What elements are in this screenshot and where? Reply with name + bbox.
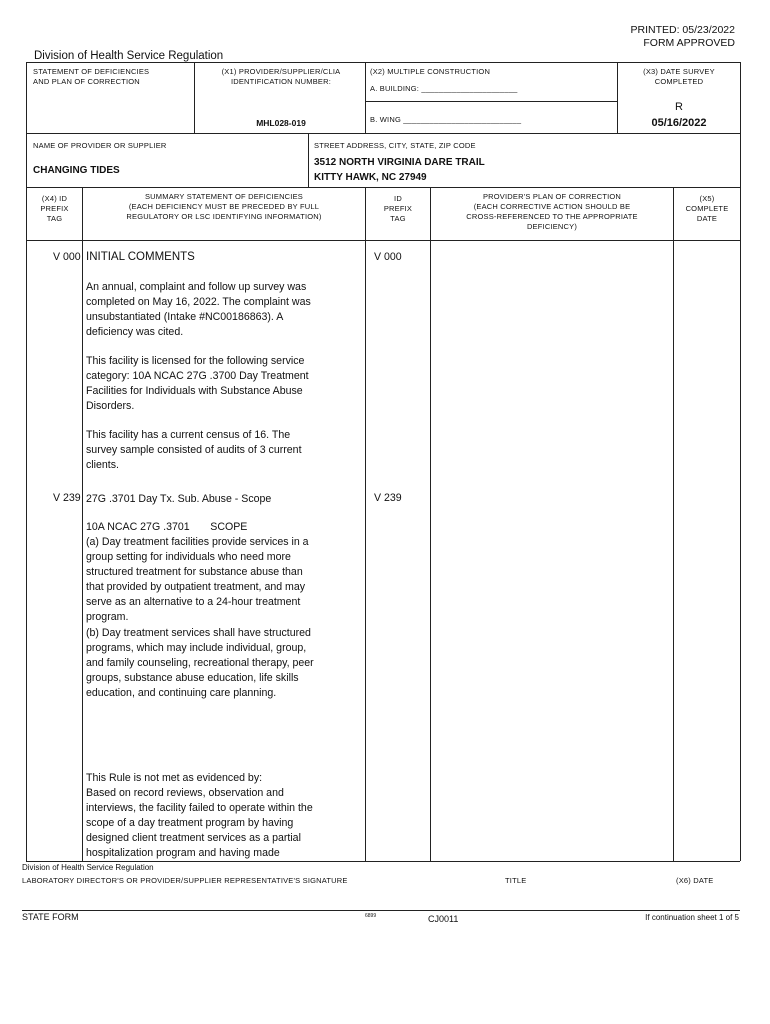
initial-comments-title: INITIAL COMMENTS <box>86 251 195 263</box>
footer-division: Division of Health Service Regulation <box>22 863 154 872</box>
title-label: TITLE <box>505 876 527 885</box>
id-header: ID PREFIX TAG <box>383 194 413 223</box>
printed-date: PRINTED: 05/23/2022 <box>630 24 735 36</box>
signature-label: LABORATORY DIRECTOR'S OR PROVIDER/SUPPLIER REPRESENTATIVE'S SIGNATURE <box>22 876 348 885</box>
statement-label: STATEMENT OF DEFICIENCIES AND PLAN OF CORRECTION <box>33 67 150 86</box>
rule-heading: 10A NCAC 27G .3701 SCOPE <box>86 521 248 533</box>
wing-field: B. WING ___________________________ <box>370 115 522 124</box>
summary-header: SUMMARY STATEMENT OF DEFICIENCIES (EACH DEFICIENCY MUST BE PRECEDED BY FULL REGULATORY OR LSC IDENTIFYING INFORMATION) <box>126 192 322 221</box>
survey-date: 05/16/2022 <box>651 117 707 129</box>
paragraph-license: This facility is licensed for the following service category: 10A NCAC 27G .3700 Day Treatment Facilities for Individuals with Substance Abuse Disorders. <box>86 355 309 413</box>
paragraph-census: This facility has a current census of 16. The survey sample consisted of audits of 3 current clients. <box>86 429 302 472</box>
building-field: A. BUILDING: ______________________ <box>370 84 518 93</box>
provider-name-label: NAME OF PROVIDER OR SUPPLIER <box>33 141 167 150</box>
provider-name: CHANGING TIDES <box>33 165 120 176</box>
state-form-label: STATE FORM <box>22 912 79 922</box>
address-line1: 3512 NORTH VIRGINIA DARE TRAIL <box>314 157 485 168</box>
paragraph-survey: An annual, complaint and follow up survey was completed on May 16, 2022. The complaint was unsubstantiated (Intake #NC00186863). A deficiency was cited. <box>86 281 311 339</box>
tag-v239: V 239 <box>53 492 81 504</box>
provider-id: MHL028-019 <box>256 118 306 128</box>
address-line2: KITTY HAWK, NC 27949 <box>314 172 427 183</box>
finding-text: This Rule is not met as evidenced by: Based on record reviews, observation and interviews, the facility failed to operate within the scope of a day treatment program by having designed client treatment services as a partial hospitalization program and having made <box>86 772 313 860</box>
plan-header: PROVIDER'S PLAN OF CORRECTION (EACH CORRECTIVE ACTION SHOULD BE CROSS-REFERENCED TO THE APPROPRIATE DEFICIENCY) <box>466 192 638 231</box>
x3-label: (X3) DATE SURVEY COMPLETED <box>643 67 715 86</box>
form-number: 6899 <box>365 913 377 919</box>
survey-type: R <box>675 101 683 113</box>
rule-text: (a) Day treatment facilities provide services in a group setting for individuals who need more structured treatment for substance abuse than that provided by outpatient treatment, and may serve as an alternative to a 24-hour treatment program. (b) Day treatment services shall have structured programs, which may include individual, group, and family counseling, recreational therapy, peer groups, substance abuse education, life skills education, and continuing care planning. <box>86 536 314 699</box>
address-label: STREET ADDRESS, CITY, STATE, ZIP CODE <box>314 141 476 150</box>
x2-label: (X2) MULTIPLE CONSTRUCTION <box>370 67 491 76</box>
tag-v000: V 000 <box>53 251 81 263</box>
x6-date-label: (X6) DATE <box>676 876 714 885</box>
v239-title: 27G .3701 Day Tx. Sub. Abuse - Scope <box>86 493 272 505</box>
x5-header: (X5) COMPLETE DATE <box>685 194 729 223</box>
tag-v239-right: V 239 <box>374 492 402 504</box>
event-id: CJ0011 <box>428 914 459 924</box>
continuation-sheet: If continuation sheet 1 of 5 <box>645 913 739 922</box>
form-approved: FORM APPROVED <box>643 37 735 49</box>
tag-v000-right: V 000 <box>374 251 402 263</box>
division-title: Division of Health Service Regulation <box>34 50 224 62</box>
x4-header: (X4) ID PREFIX TAG <box>40 194 69 223</box>
x1-label: (X1) PROVIDER/SUPPLIER/CLIA IDENTIFICATION NUMBER: <box>221 67 341 86</box>
